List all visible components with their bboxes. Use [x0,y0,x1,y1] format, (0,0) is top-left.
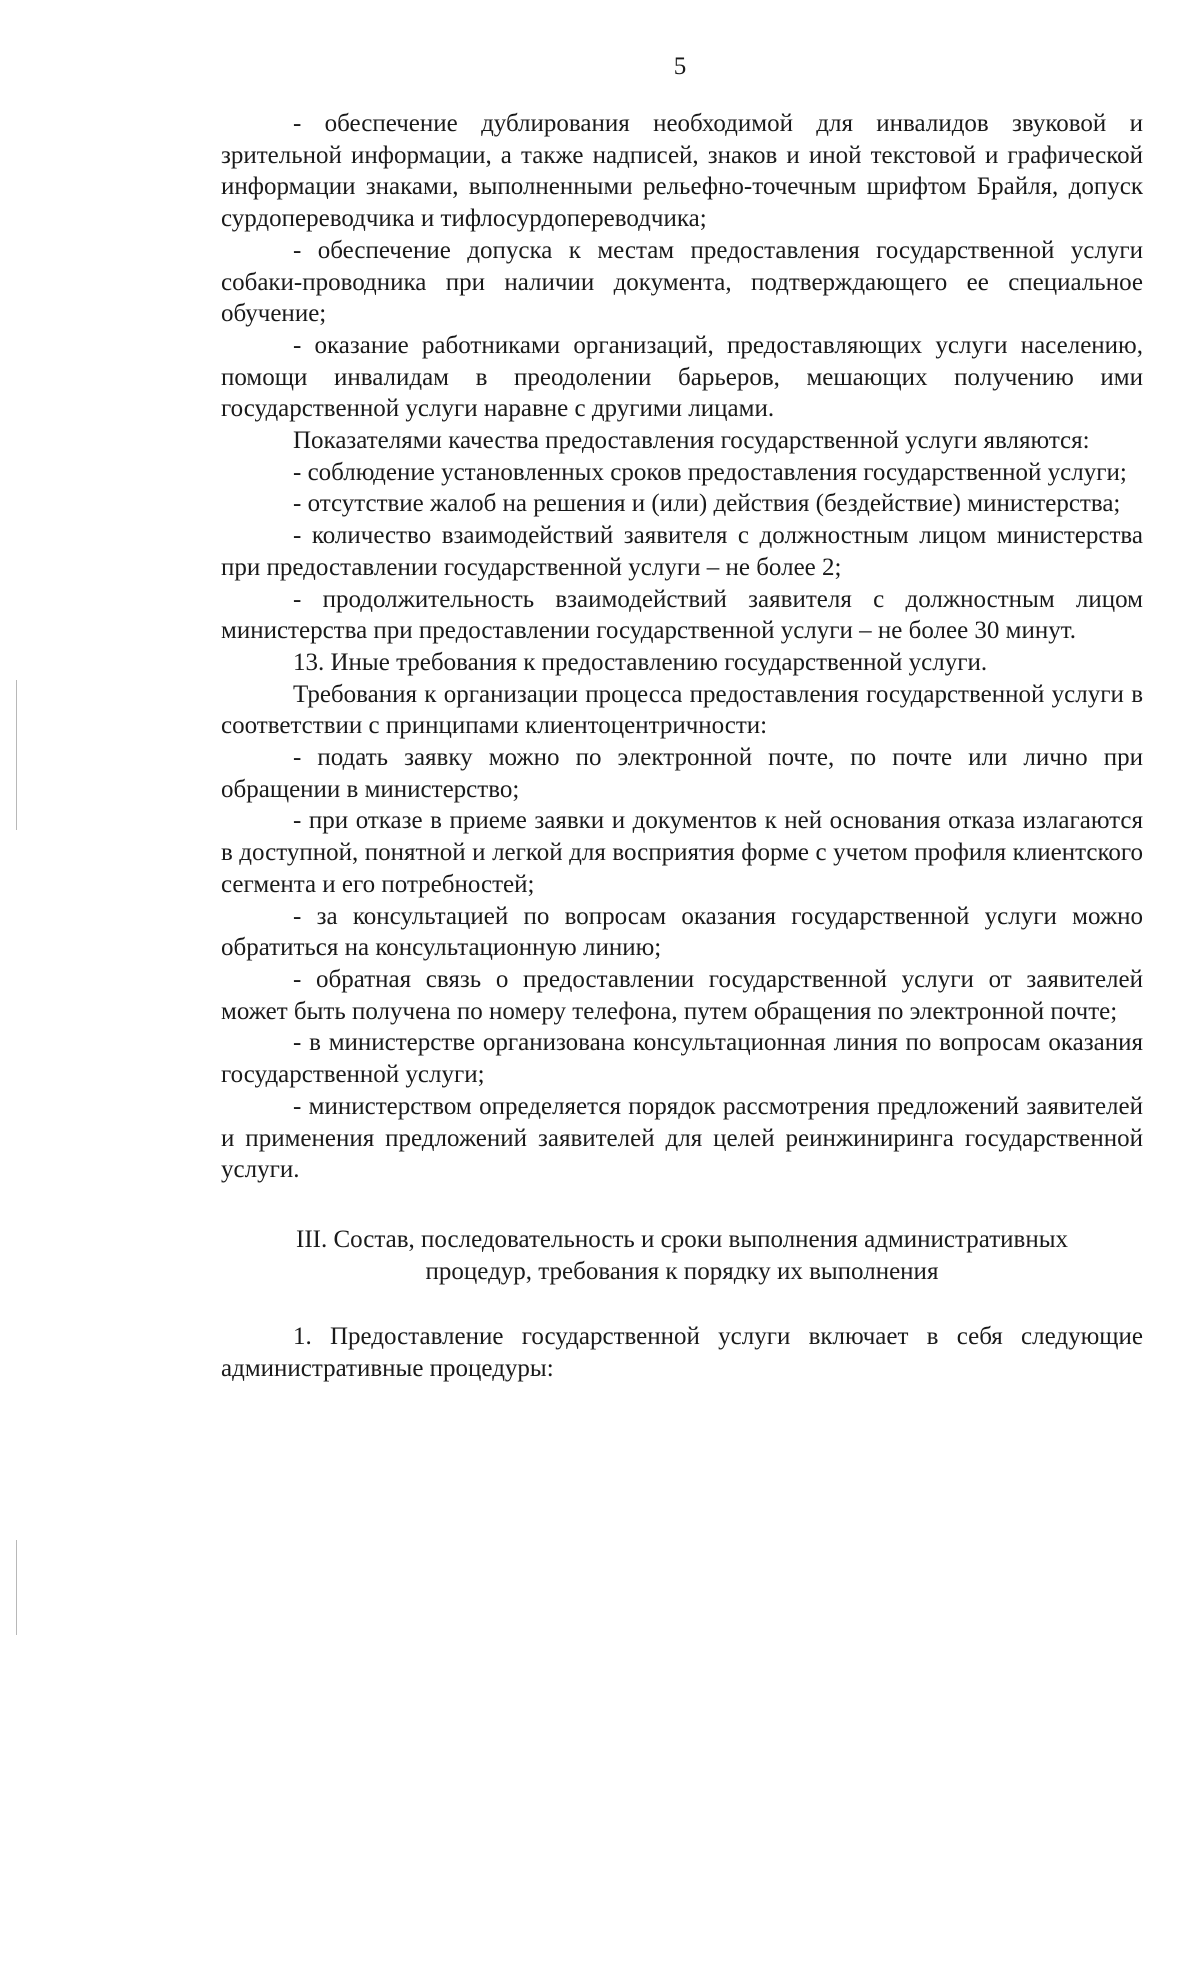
section-heading-line-1: III. Состав, последовательность и сроки выполнения административных [296,1225,1068,1253]
paragraph-reengineering-proposals: - министерством определяется порядок рассмотрения предложений заявителей и применения предложений заявителей для целей реинжиниринга государственной услуги. [221,1092,1143,1184]
paragraph-quality-indicators-intro: Показателями качества предоставления государственной услуги являются: [293,427,1090,455]
paragraph-interaction-duration: - продолжительность взаимодействий заявителя с должностным лицом министерства при предоставлении государственной услуги – не более 30 минут. [221,585,1143,645]
paragraph-interaction-count: - количество взаимодействий заявителя с должностным лицом министерства при предоставлении государственной услуги – не более 2; [221,522,1143,581]
document-body [221,108,1143,1385]
paragraph-refusal-grounds: - при отказе в приеме заявки и документов к ней основания отказа излагаются в доступной, понятной и легкой для восприятия форме с учетом профиля клиентского сегмента и его потребностей; [221,807,1143,898]
scan-edge-mark-lower [16,1540,17,1635]
paragraph-consultation-line: - за консультацией по вопросам оказания государственной услуги можно обратиться на консультационную линию; [221,902,1143,962]
section-heading-line-2: процедур, требования к порядку их выполнения [425,1257,939,1285]
paragraph-ministry-consultation-line: - в министерстве организована консультационная линия по вопросам оказания государственной услуги; [221,1029,1143,1089]
section-heading-iii [221,1224,1143,1287]
paragraph-feedback: - обратная связь о предоставлении государственной услуги от заявителей может быть получена по номеру телефона, путем обращения по электронной почте; [221,965,1143,1025]
paragraph-submit-application: - подать заявку можно по электронной почте, по почте или лично при обращении в министерство; [221,744,1143,803]
scan-edge-mark-upper [16,680,17,830]
paragraph-braille-duplication: - обеспечение дублирования необходимой для инвалидов звуковой и зрительной информации, а также надписей, знаков и иной текстовой и графической информации знаками, выполненными рельефно-точечным шрифтом Брайля, допуск сурдопереводчика и тифлосурдопереводчика; [221,110,1143,233]
paragraph-guide-dog-access: - обеспечение допуска к местам предоставления государственной услуги собаки-проводника при наличии документа, подтверждающего ее специальное обучение; [221,236,1143,328]
paragraph-deadline-compliance: - соблюдение установленных сроков предоставления государственной услуги; [293,458,1127,486]
paragraph-item-13-title: 13. Иные требования к предоставлению государственной услуги. [293,648,988,676]
paragraph-no-complaints: - отсутствие жалоб на решения и (или) действия (бездействие) министерства; [293,490,1121,518]
paragraph-client-centric-requirements: Требования к организации процесса предоставления государственной услуги в соответствии с принципами клиентоцентричности: [221,680,1143,740]
paragraph-procedures-intro: 1. Предоставление государственной услуги включает в себя следующие административные процедуры: [221,1323,1143,1383]
paragraph-assistance-to-disabled: - оказание работниками организаций, предоставляющих услуги населению, помощи инвалидам в преодолении барьеров, мешающих получению ими государственной услуги наравне с другими лицами. [221,331,1143,423]
page-number: 5 [673,53,687,80]
